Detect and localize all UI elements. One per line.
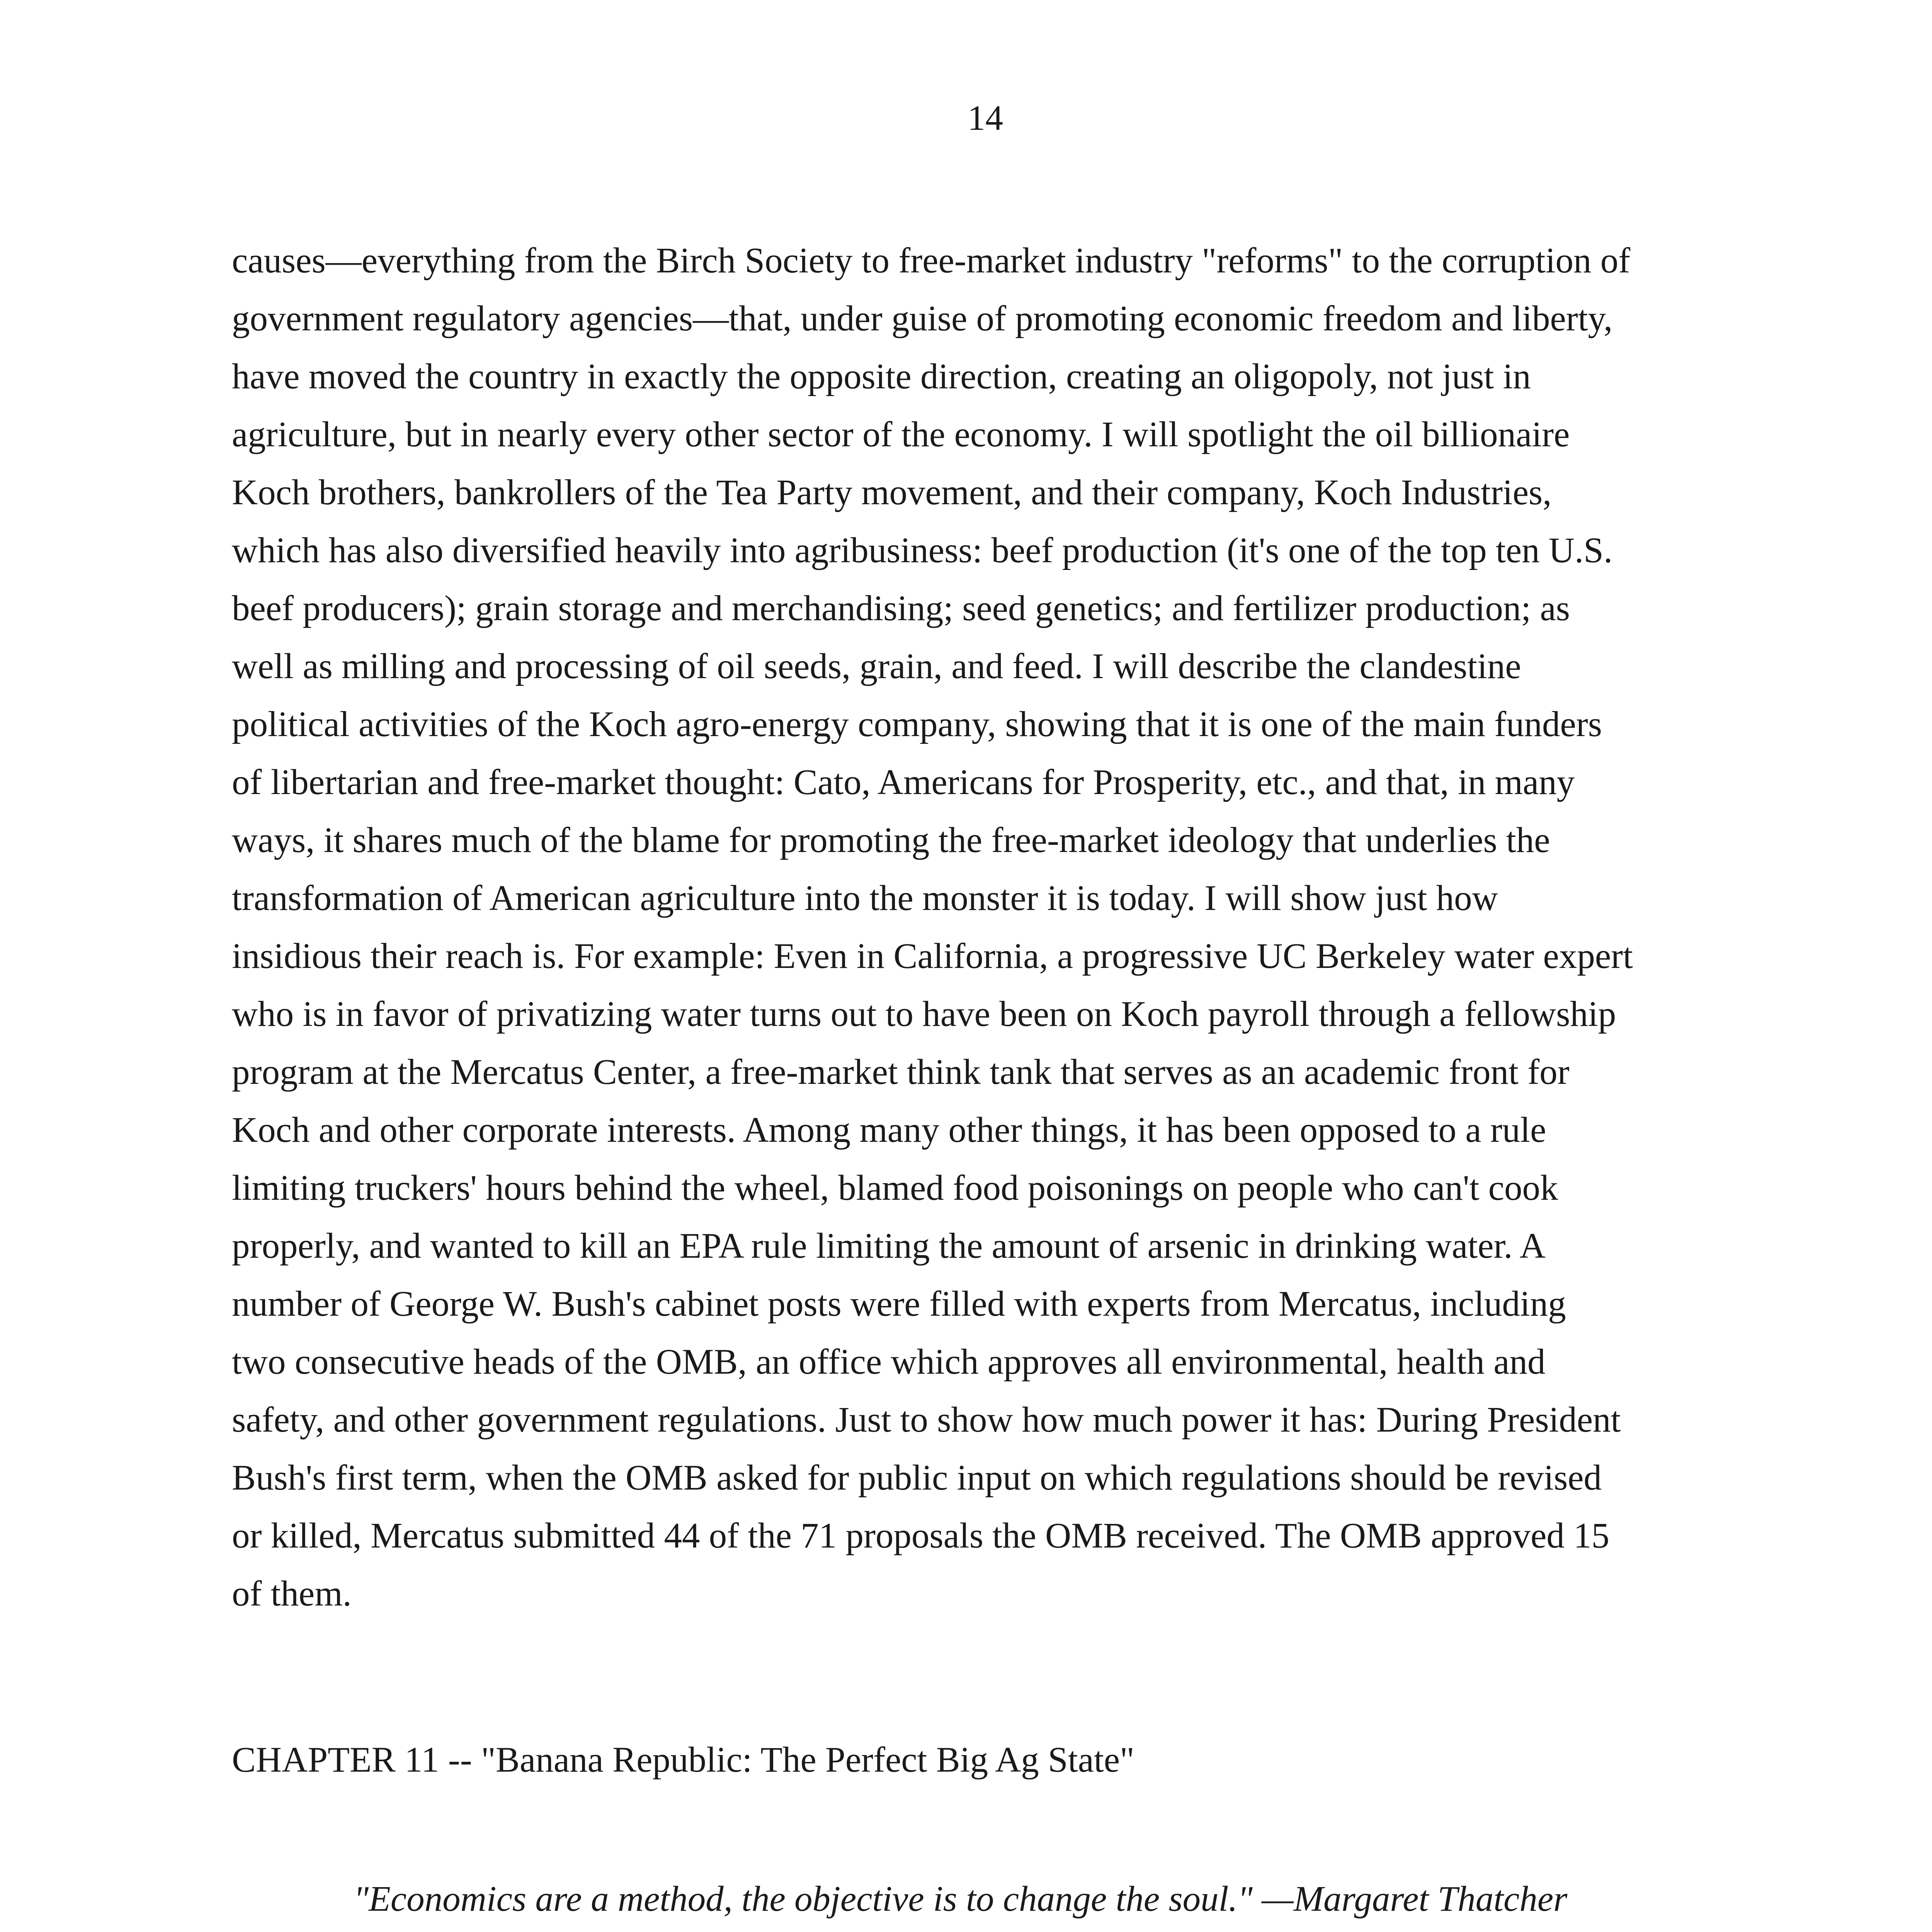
- text-line: program at the Mercatus Center, a free-market think tank that serves as an academic front for: [232, 1052, 1570, 1092]
- chapter-title: CHAPTER 11 -- "Banana Republic: The Perfect Big Ag State": [232, 1740, 1134, 1780]
- text-line: number of George W. Bush's cabinet posts were filled with experts from Mercatus, including: [232, 1284, 1566, 1324]
- text-line: properly, and wanted to kill an EPA rule limiting the amount of arsenic in drinking water. A: [232, 1226, 1546, 1266]
- text-line: Bush's first term, when the OMB asked for public input on which regulations should be revised: [232, 1458, 1602, 1498]
- text-line: of libertarian and free-market thought: Cato, Americans for Prosperity, etc., and that, in many: [232, 762, 1575, 802]
- text-line: which has also diversified heavily into agribusiness: beef production (it's one of the top ten U.S.: [232, 531, 1613, 570]
- body-paragraph: [232, 232, 1777, 1623]
- text-line: well as milling and processing of oil seeds, grain, and feed. I will describe the clandestine: [232, 646, 1521, 686]
- text-line: or killed, Mercatus submitted 44 of the 71 proposals the OMB received. The OMB approved 15: [232, 1516, 1610, 1556]
- text-line: have moved the country in exactly the opposite direction, creating an oligopoly, not just in: [232, 357, 1531, 396]
- text-line: agriculture, but in nearly every other sector of the economy. I will spotlight the oil billionaire: [232, 415, 1570, 454]
- text-line: political activities of the Koch agro-energy company, showing that it is one of the main funders: [232, 704, 1602, 744]
- text-line: limiting truckers' hours behind the wheel, blamed food poisonings on people who can't cook: [232, 1168, 1558, 1208]
- epigraph-quote: "Economics are a method, the objective is to change the soul." —Margaret Thatcher: [354, 1879, 1568, 1919]
- page-number: 14: [968, 98, 1003, 138]
- text-line: beef producers); grain storage and merchandising; seed genetics; and fertilizer production; as: [232, 588, 1570, 628]
- text-line: Koch brothers, bankrollers of the Tea Party movement, and their company, Koch Industries,: [232, 473, 1552, 512]
- text-line: who is in favor of privatizing water turns out to have been on Koch payroll through a fellowship: [232, 994, 1616, 1034]
- text-line: insidious their reach is. For example: Even in California, a progressive UC Berkeley water expert: [232, 936, 1633, 976]
- text-line: safety, and other government regulations. Just to show how much power it has: During President: [232, 1400, 1621, 1440]
- text-line: government regulatory agencies—that, under guise of promoting economic freedom and liberty,: [232, 299, 1613, 338]
- text-line: Koch and other corporate interests. Among many other things, it has been opposed to a rule: [232, 1110, 1546, 1150]
- text-line: causes—everything from the Birch Society to free-market industry "reforms" to the corruption of: [232, 241, 1631, 281]
- text-line: ways, it shares much of the blame for promoting the free-market ideology that underlies the: [232, 820, 1550, 860]
- text-line: two consecutive heads of the OMB, an office which approves all environmental, health and: [232, 1342, 1546, 1382]
- text-line: of them.: [232, 1574, 352, 1614]
- text-line: transformation of American agriculture into the monster it is today. I will show just how: [232, 878, 1498, 918]
